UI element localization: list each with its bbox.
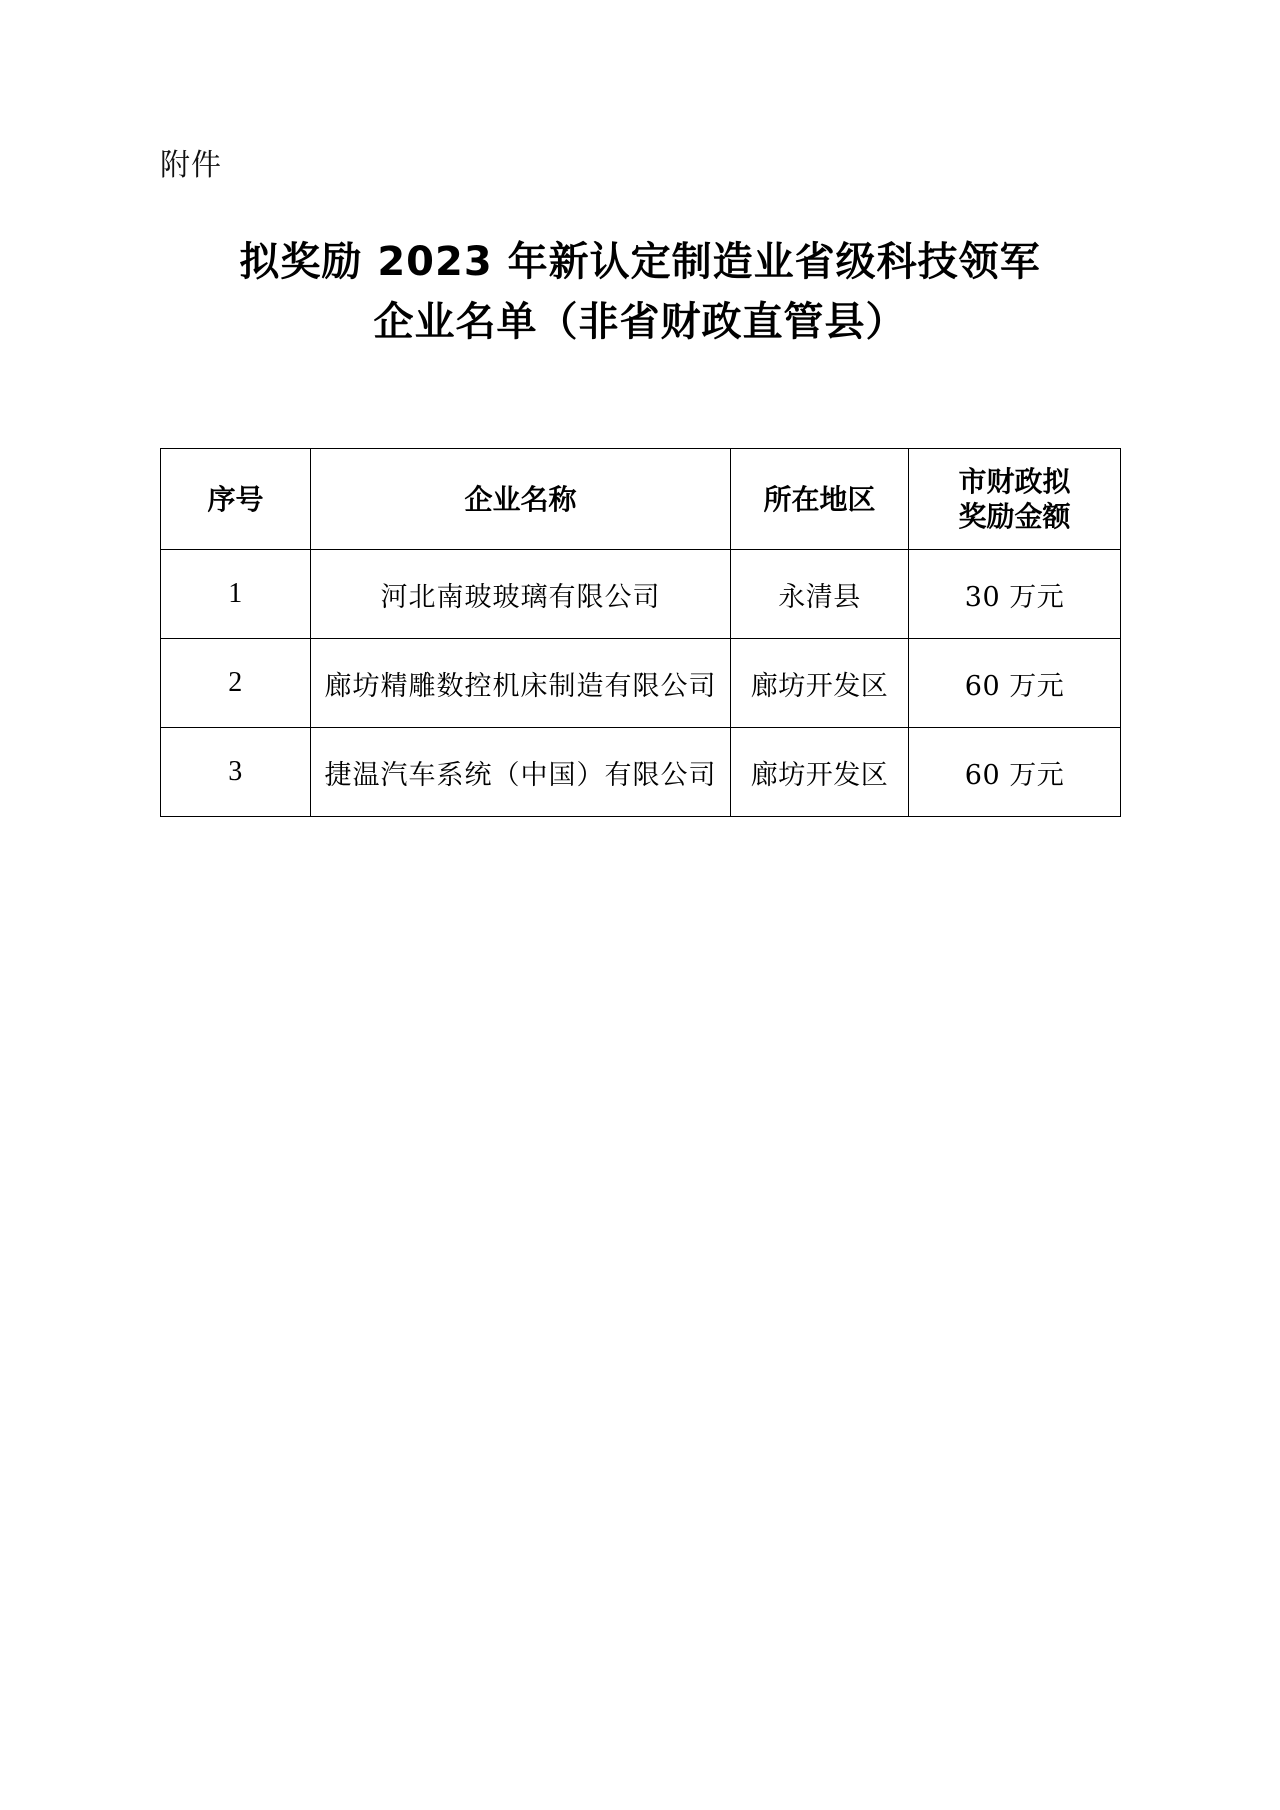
column-header-company-name: 企业名称	[311, 449, 731, 550]
attachment-label: 附件	[160, 148, 222, 183]
award-table	[160, 448, 1121, 817]
page-title	[160, 232, 1120, 352]
cell-company-name: 捷温汽车系统（中国）有限公司	[311, 728, 731, 817]
page-title-line-2: 企业名单（非省财政直管县）	[373, 299, 907, 345]
column-header-amount	[909, 449, 1121, 550]
cell-company-name: 廊坊精雕数控机床制造有限公司	[311, 639, 731, 728]
page-title-line-1: 拟奖励 2023 年新认定制造业省级科技领军	[239, 239, 1041, 285]
column-header-area: 所在地区	[731, 449, 909, 550]
cell-amount: 60 万元	[909, 728, 1121, 817]
table-body	[161, 550, 1121, 817]
table-row	[161, 550, 1121, 639]
cell-index: 3	[161, 728, 311, 817]
column-header-index: 序号	[161, 449, 311, 550]
cell-area: 永清县	[731, 550, 909, 639]
table-header	[161, 449, 1121, 550]
table-row	[161, 728, 1121, 817]
cell-index: 1	[161, 550, 311, 639]
cell-amount: 30 万元	[909, 550, 1121, 639]
table-header-row	[161, 449, 1121, 550]
cell-area: 廊坊开发区	[731, 728, 909, 817]
award-table-container	[160, 448, 1120, 817]
column-header-amount-line-2: 奖励金额	[958, 500, 1071, 533]
cell-area: 廊坊开发区	[731, 639, 909, 728]
column-header-amount-line-1: 市财政拟	[958, 465, 1071, 498]
table-row	[161, 639, 1121, 728]
cell-index: 2	[161, 639, 311, 728]
cell-company-name: 河北南玻玻璃有限公司	[311, 550, 731, 639]
cell-amount: 60 万元	[909, 639, 1121, 728]
